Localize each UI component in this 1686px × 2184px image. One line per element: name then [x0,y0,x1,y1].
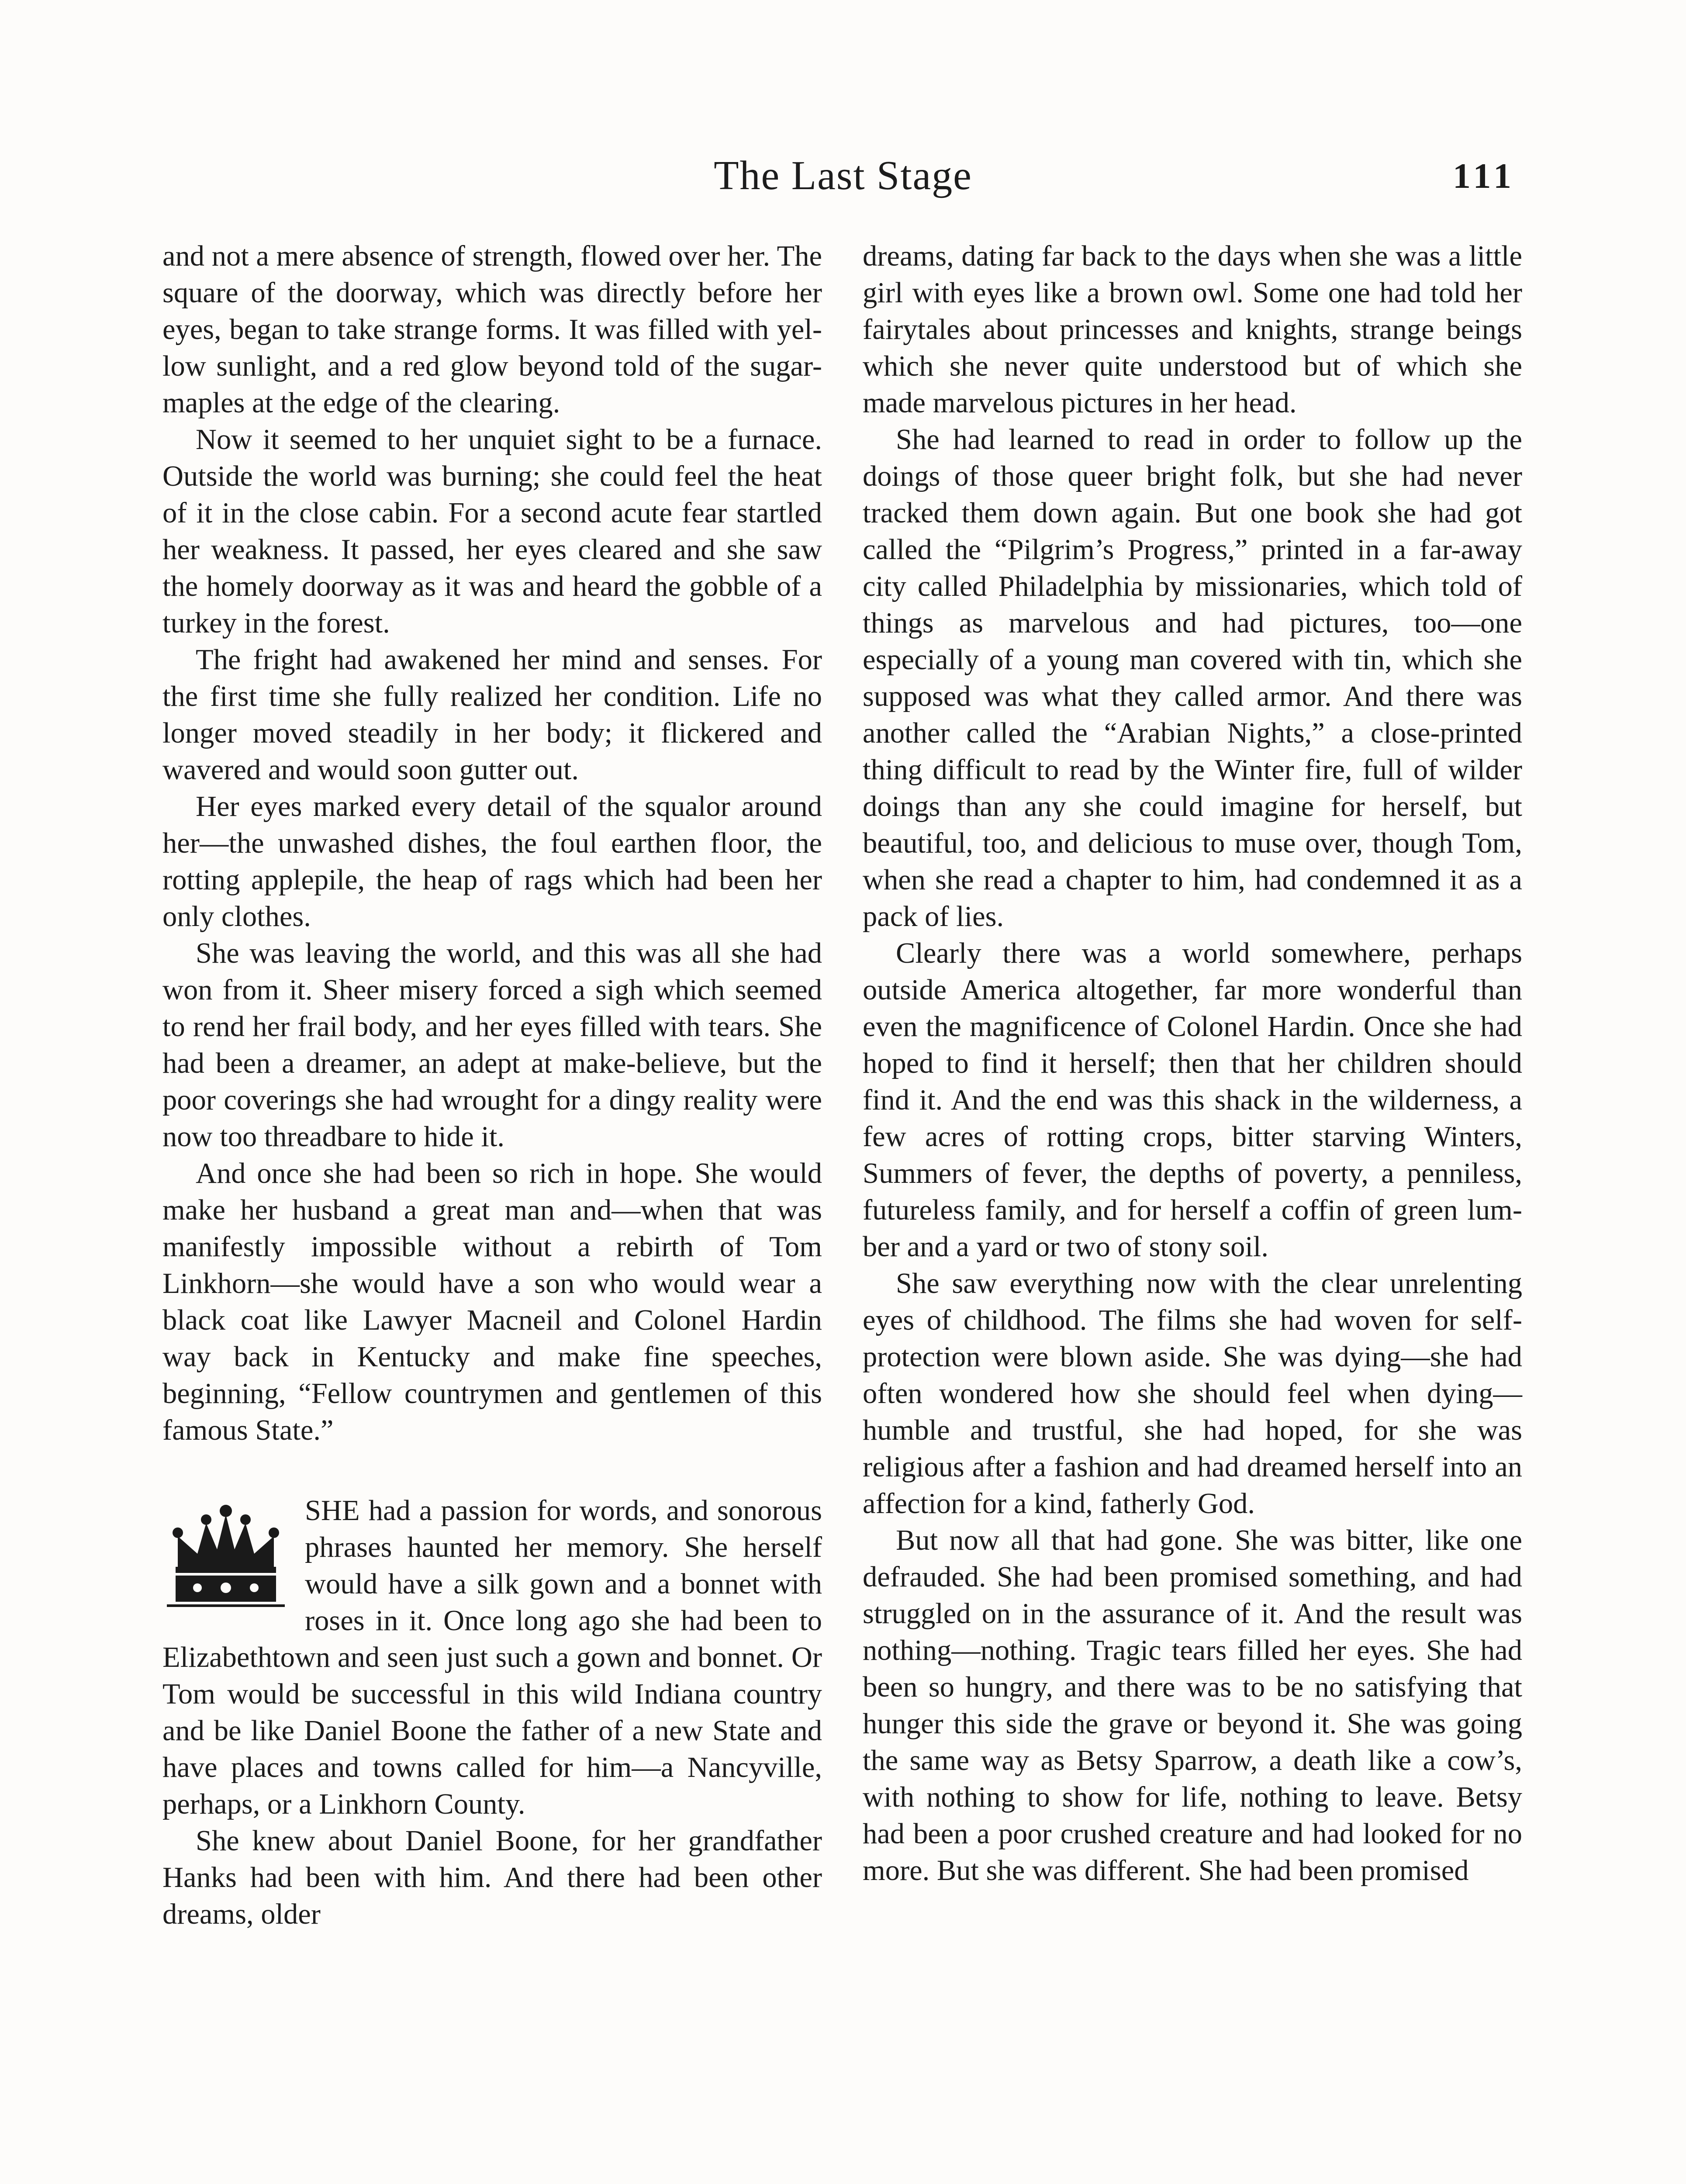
paragraph: Clearly there was a world somewhere, perhaps outside America altogether, far more wonderful than even the magnificence of Colonel Hardin. Once she had hoped to find it herself; then that her children should find it. And the end was this shack in the wilderness, a few acres of rotting crops, bitter starving Winters, Summers of fever, the depths of poverty, a penniless, futureless family, and for herself a coffin of green lumber and a yard or two of stony soil. [863,937,1522,1263]
paragraph: dreams, dating far back to the days when she was a little girl with eyes like a brown owl. Some one had told her fairytales about princesses and knights, strange beings which she never quite understood but of which she made marvelous pictures in her head. [863,240,1522,419]
paragraph: But now all that had gone. She was bitter, like one defrauded. She had been promised something, and had struggled on in the assurance of it. And the result was nothing—nothing. Tragic tears filled her eyes. She had been so hungry, and there was to be no satisfying that hunger this side the grave or beyond it. She was going the same way as Betsy Sparrow, a death like a cow’s, with nothing to show for life, nothing to leave. Betsy had been a poor crushed creature and had looked for no more. But she was different. She had been promised [863,1524,1522,1887]
paragraph: Her eyes marked every detail of the squalor around her—the unwashed dishes, the foul earthen floor, the rotting applepile, the heap of rags which had been her only clothes. [162,791,822,933]
crown-ornament-icon [162,1501,289,1610]
section-opening-paragraph [162,1493,822,1823]
paragraph-text: SHE had a passion for words, and sonorous phrases haunted her memory. She herself would have a silk gown and a bonnet with roses in it. Once long ago she had been to Elizabethtown and seen just such a gown and bonnet. Or Tom would be successful in this wild Indiana country and be like Daniel Boone the father of a new State and have places and towns called for him—a Nancyville, perhaps, or a Linkhorn County. [162,1495,822,1820]
paragraph: She saw everything now with the clear unrelenting eyes of childhood. The films she had woven for self-protection were blown aside. She was dying—she had often wondered how she should feel when dying—humble and trustful, she had hoped, for she was religious after a fashion and had dreamed herself into an affection for a kind, fatherly God. [863,1268,1522,1520]
running-title: The Last Stage [714,153,972,198]
left-column [162,238,822,1933]
page-number: 111 [1453,156,1516,196]
right-column [863,238,1522,1889]
running-head [0,149,1686,205]
paragraph: And once she had been so rich in hope. She would make her husband a great man and—when that was manifestly impossible without a rebirth of Tom Linkhorn—she would have a son who would wear a black coat like Lawyer Macneil and Colonel Hardin way back in Kentucky and make fine speeches, beginning, “Fellow countrymen and gentlemen of this famous State.” [162,1158,822,1446]
paragraph: and not a mere absence of strength, flowed over her. The square of the doorway, which was directly before her eyes, began to take strange forms. It was filled with yellow sunlight, and a red glow beyond told of the sugar-maples at the edge of the clearing. [162,240,822,419]
paragraph: She had learned to read in order to follow up the doings of those queer bright folk, but she had never tracked them down again. But one book she had got called the “Pilgrim’s Progress,” printed in a far-away city called Philadelphia by missionaries, which told of things as marvelous and had pictures, too—one especially of a young man covered with tin, which she supposed was what they called armor. And there was another called the “Arabian Nights,” a close-printed thing difficult to read by the Winter fire, full of wilder doings than any she could imagine for herself, but beautiful, too, and delicious to muse over, though Tom, when she read a chapter to him, had condemned it as a pack of lies. [863,424,1522,933]
paragraph: Now it seemed to her unquiet sight to be a furnace. Outside the world was burning; she could feel the heat of it in the close cabin. For a second acute fear startled her weakness. It passed, her eyes cleared and she saw the homely doorway as it was and heard the gobble of a turkey in the forest. [162,424,822,639]
paragraph: She was leaving the world, and this was all she had won from it. Sheer misery forced a sigh which seemed to rend her frail body, and her eyes filled with tears. She had been a dreamer, an adept at make-believe, but the poor coverings she had wrought for a dingy reality were now too threadbare to hide it. [162,937,822,1153]
paragraph: The fright had awakened her mind and senses. For the first time she fully realized her condition. Life no longer moved steadily in her body; it flickered and wavered and would soon gutter out. [162,644,822,786]
paragraph: She knew about Daniel Boone, for her grandfather Hanks had been with him. And there had been other dreams, older [162,1825,822,1930]
section-break [162,1449,822,1493]
